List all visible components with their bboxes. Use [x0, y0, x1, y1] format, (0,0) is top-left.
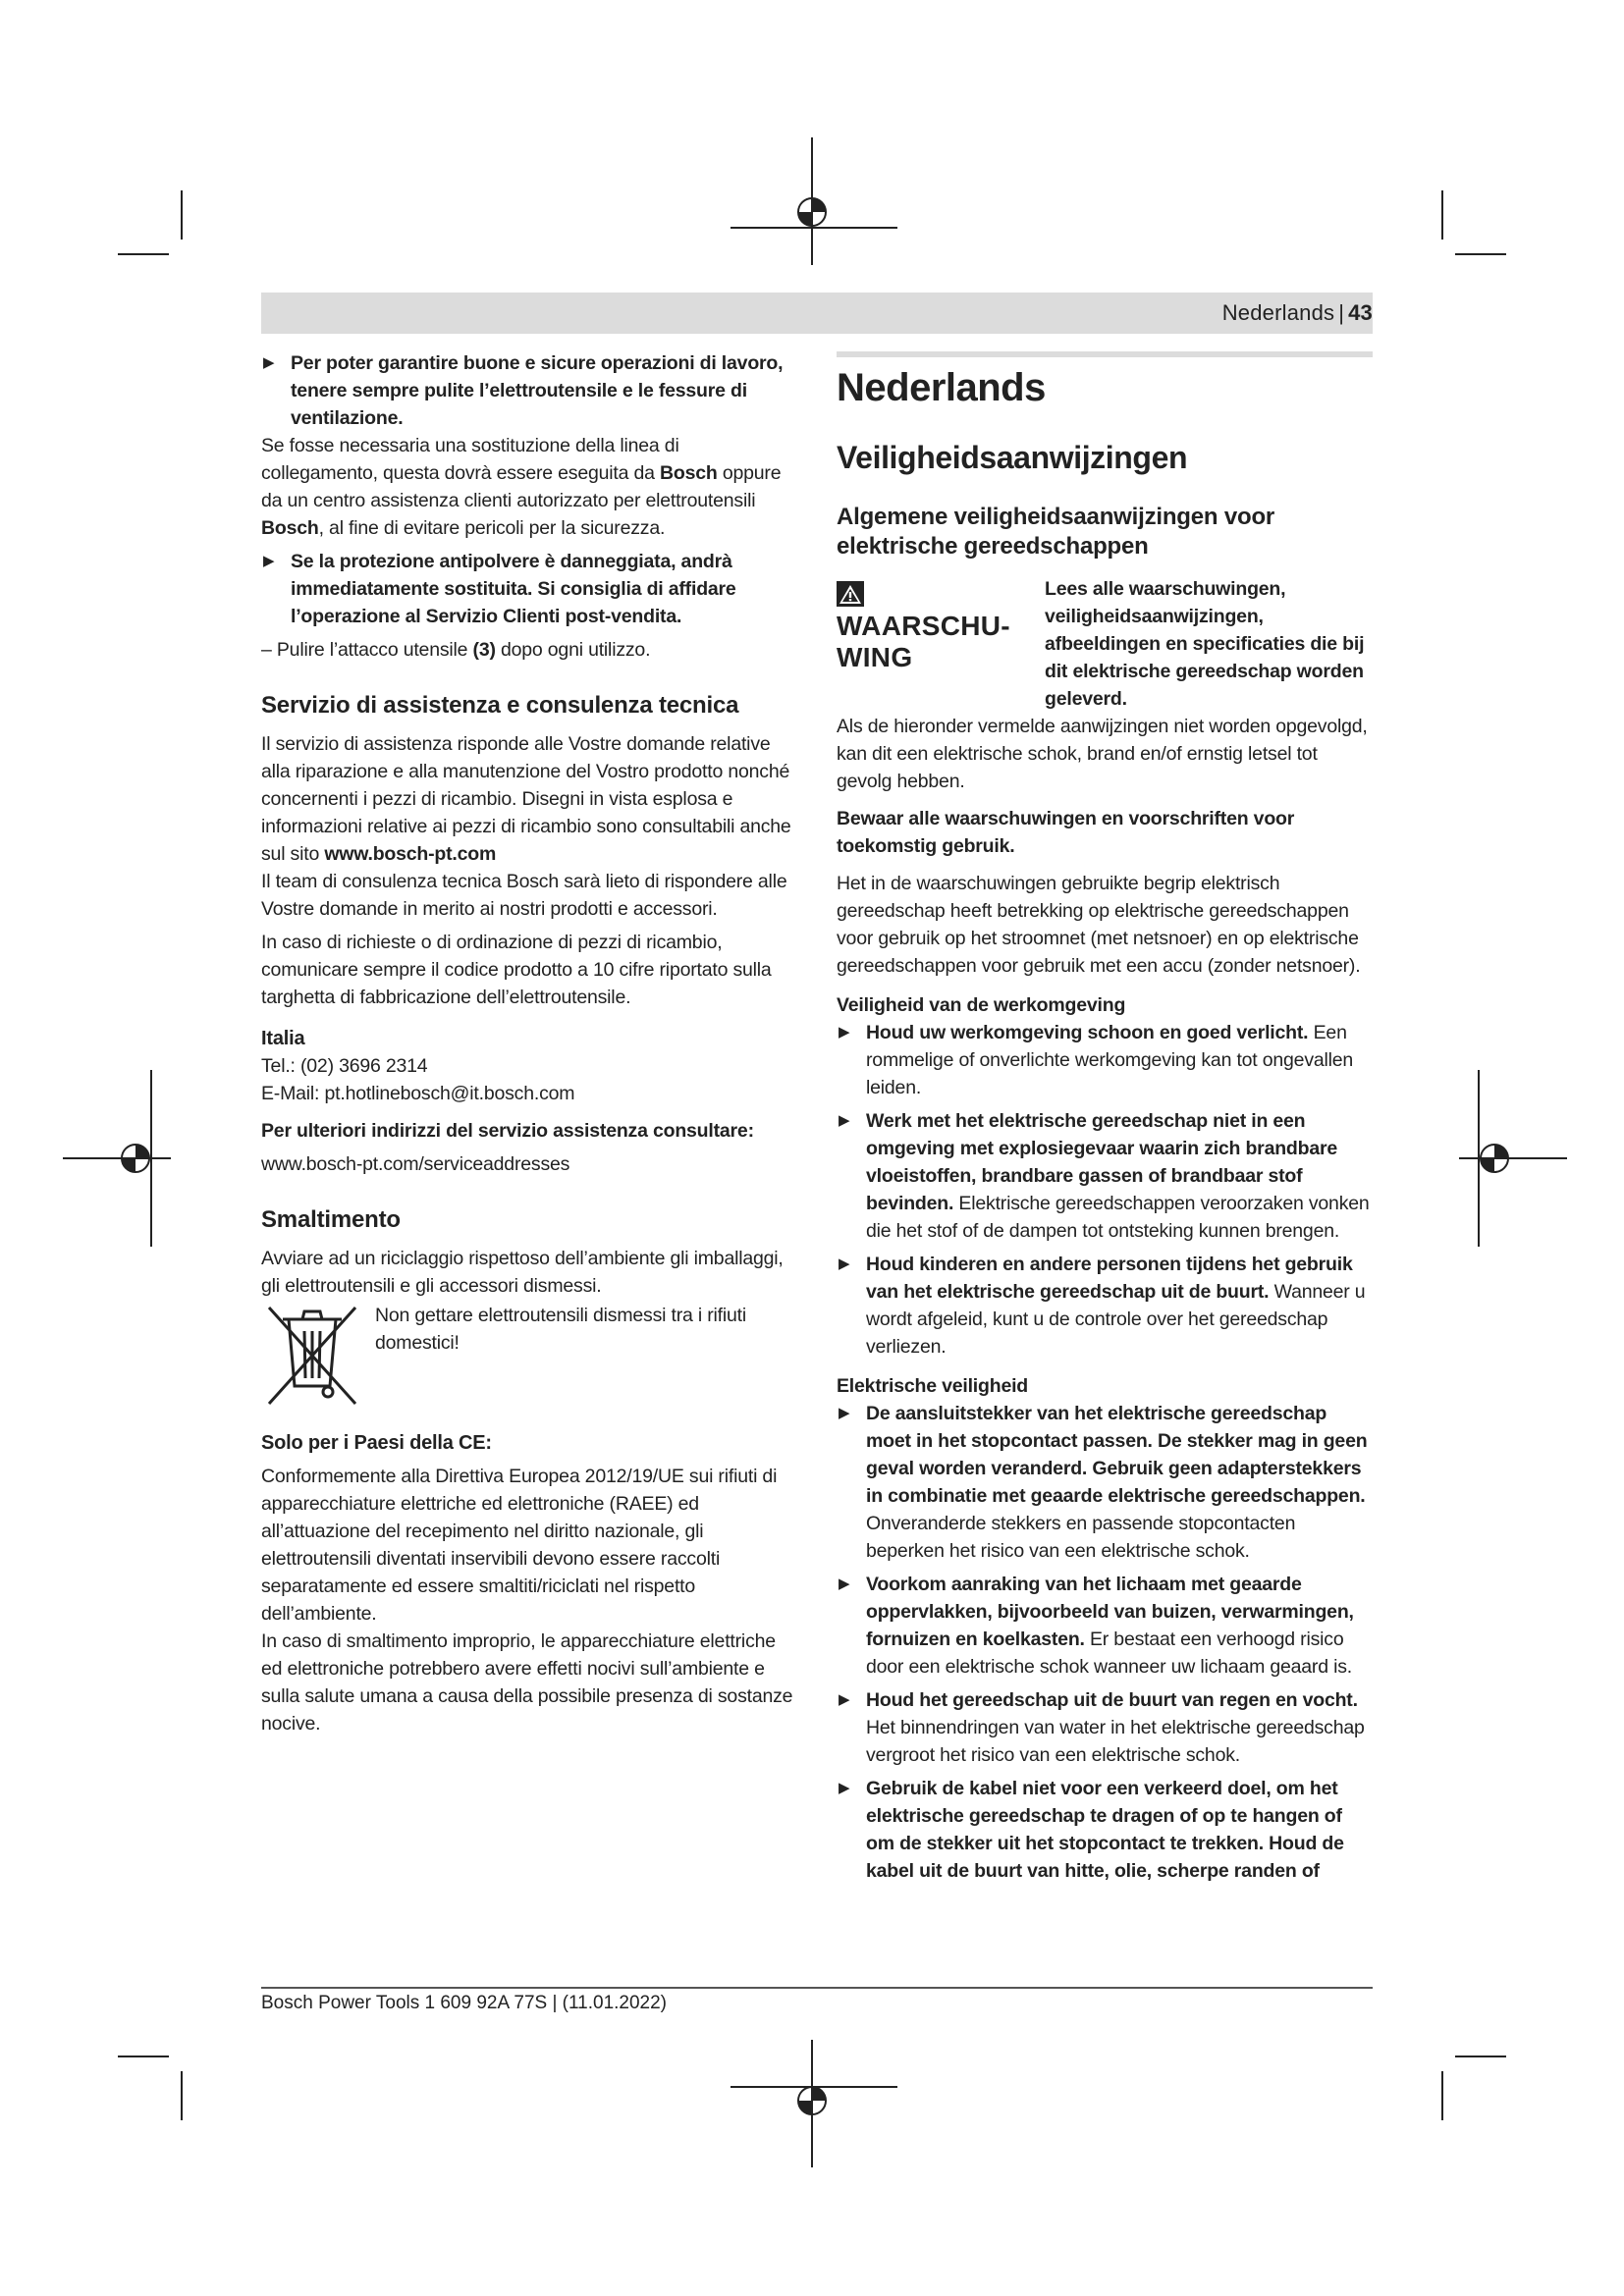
- bullet-item: [837, 1686, 1373, 1769]
- bullet-item: [837, 1251, 1373, 1361]
- header-language: Nederlands: [1221, 300, 1335, 325]
- keep-instructions: Bewaar alle waarschuwingen en voorschriften voor toekomstig gebruik.: [837, 808, 1295, 857]
- section-title: Smaltimento: [261, 1206, 401, 1233]
- item-ref: (3): [472, 639, 496, 661]
- email[interactable]: E-Mail: pt.hotlinebosch@it.bosch.com: [261, 1083, 575, 1104]
- header-separator: |: [1338, 300, 1345, 325]
- text: Als de hieronder vermelde aanwijzingen niet worden opgevolgd, kan dit een elektrische schok, brand en/of ernstig letsel tot gevolg hebben.: [837, 716, 1368, 792]
- country-title: Italia: [261, 1028, 305, 1049]
- text: Wanneer u wordt afgeleid, kunt u de controle over het gereedschap verliezen.: [866, 1281, 1366, 1358]
- text: Il servizio di assistenza risponde alle Vostre domande relative alla riparazione e alla manutenzione del Vostro prodotto nonché concernenti i pezzi di ricambio. Disegni in vista esplosa e informazioni relative ai pezzi di ricambio sono consultabili anche sul sito: [261, 733, 791, 865]
- crop-mark: [118, 253, 169, 255]
- addresses-link[interactable]: www.bosch-pt.com/serviceaddresses: [261, 1153, 570, 1175]
- left-column: [261, 349, 797, 1737]
- ce-title: Solo per i Paesi della CE:: [261, 1432, 492, 1454]
- section-rule: [837, 351, 1373, 357]
- crop-mark: [1441, 190, 1443, 240]
- bullet-item: [837, 1775, 1373, 1885]
- warning-triangle-icon: [837, 581, 864, 607]
- text: Er bestaat een verhoogd risico door een elektrische schok wanneer uw lichaam geaard is.: [866, 1629, 1352, 1678]
- dash-item: [261, 636, 797, 664]
- bullet-lead: Houd kinderen en andere personen tijdens het gebruik van het elektrische gereedschap uit de buurt.: [866, 1254, 1353, 1303]
- right-column: [837, 363, 1373, 1885]
- paragraph: Het in de waarschuwingen gebruikte begrip elektrisch gereedschap heeft betrekking op elektrische gereedschappen voor gebruik op het stroomnet (met netsnoer) en op elektrische gereedschappen voor gebruik met een accu (zonder netsnoer).: [837, 873, 1361, 977]
- text: , al fine di evitare pericoli per la sicurezza.: [318, 517, 666, 539]
- bullet-item: [837, 1400, 1373, 1565]
- website-link[interactable]: www.bosch-pt.com: [324, 843, 497, 865]
- bullet-lead: Se la protezione antipolvere è danneggiata, andrà immediatamente sostituita. Si consiglia di affidare l’operazione al Servizio Clienti post-vendita.: [291, 551, 736, 627]
- paragraph: [261, 730, 797, 868]
- subsection-title: Veiligheid van de werkomgeving: [837, 994, 1126, 1016]
- text: dopo ogni utilizzo.: [495, 639, 651, 661]
- header-band: [261, 293, 1373, 334]
- bullet-item: [837, 1107, 1373, 1245]
- bullet-item: [261, 349, 797, 432]
- section-title: Servizio di assistenza e consulenza tecnica: [261, 692, 739, 719]
- footer-rule: [261, 1987, 1373, 1989]
- bullet-lead: Houd uw werkomgeving schoon en goed verlicht.: [866, 1022, 1309, 1043]
- running-header: [1222, 300, 1373, 326]
- section-title: Algemene veiligheidsaanwijzingen voor elektrische gereedschappen: [837, 504, 1275, 560]
- bullet-lead: Gebruik de kabel niet voor een verkeerd doel, om het elektrische gereedschap te dragen of op te hangen of om de stekker uit het stopcontact te trekken. Houd de kabel uit de buurt van hitte, olie, scherpe randen of: [866, 1778, 1344, 1882]
- crop-mark: [1441, 2071, 1443, 2120]
- bullet-item: [837, 1019, 1373, 1101]
- registration-mark-icon: [731, 2040, 897, 2167]
- text: Het binnendringen van water in het elektrische gereedschap vergroot het risico van een elektrische schok.: [866, 1717, 1365, 1766]
- warning-word: WAARSCHU-WING: [837, 611, 1010, 672]
- warning-block: [837, 575, 1373, 795]
- warning-lead: Lees alle waarschuwingen, veiligheidsaanwijzingen, afbeeldingen en specificaties die bij dit elektrische gereedschap worden geleverd.: [1045, 578, 1365, 710]
- registration-mark-icon: [63, 1070, 171, 1247]
- addresses-title: Per ulteriori indirizzi del servizio assistenza consultare:: [261, 1120, 754, 1142]
- subsection-title: Elektrische veiligheid: [837, 1375, 1029, 1397]
- crop-mark: [181, 190, 183, 240]
- footer-imprint: Bosch Power Tools 1 609 92A 77S | (11.01.2022): [261, 1993, 668, 2013]
- phone: Tel.: (02) 3696 2314: [261, 1055, 428, 1077]
- weee-notice: [261, 1302, 797, 1410]
- paragraph: In caso di richieste o di ordinazione di pezzi di ricambio, comunicare sempre il codice prodotto a 10 cifre riportato sulla targhetta di fabbricazione dell’elettroutensile.: [261, 932, 772, 1008]
- language-title: Nederlands: [837, 366, 1046, 409]
- paragraph: Avviare ad un riciclaggio rispettoso dell’ambiente gli imballaggi, gli elettroutensili e gli accessori dismessi.: [261, 1248, 784, 1297]
- paragraph: [261, 432, 797, 542]
- registration-mark-icon: [1459, 1070, 1567, 1247]
- text: Onveranderde stekkers en passende stopcontacten beperken het risico van een elektrische schok.: [866, 1513, 1296, 1562]
- crop-mark: [1455, 253, 1506, 255]
- warning-label: [837, 579, 1033, 673]
- text: Elektrische gereedschappen veroorzaken vonken die het stof of de dampen tot ontsteking kunnen brengen.: [866, 1193, 1370, 1242]
- text: – Pulire l’attacco utensile: [261, 639, 473, 661]
- page-number: 43: [1348, 300, 1373, 325]
- paragraph: In caso di smaltimento improprio, le apparecchiature elettriche ed elettroniche potrebbero avere effetti nocivi sull’ambiente e sulla salute umana a causa della possibile presenza di sostanze nocive.: [261, 1630, 793, 1735]
- bullet-item: [261, 548, 797, 630]
- paragraph: Conformemente alla Direttiva Europea 2012/19/UE sui rifiuti di apparecchiature elettriche ed elettroniche (RAEE) ed all’attuazione del recepimento nel diritto nazionale, gli elettroutensili diventati inservibili devono essere raccolti separatamente ed essere smaltiti/riciclati nel rispetto dell’ambiente.: [261, 1466, 778, 1625]
- weee-text: Non gettare elettroutensili dismessi tra i rifiuti domestici!: [375, 1305, 746, 1354]
- brand-name: Bosch: [261, 517, 319, 539]
- crop-mark: [1455, 2056, 1506, 2057]
- bullet-item: [837, 1571, 1373, 1681]
- bullet-lead: De aansluitstekker van het elektrische gereedschap moet in het stopcontact passen. De stekker mag in geen geval worden veranderd. Gebruik geen adapterstekkers in combinatie met geaarde elektrische gereedschappen.: [866, 1403, 1368, 1507]
- crossed-bin-icon: [261, 1302, 363, 1410]
- bullet-lead: Voorkom aanraking van het lichaam met geaarde oppervlakken, bijvoorbeeld van buizen, verwarmingen, fornuizen en koelkasten.: [866, 1574, 1354, 1650]
- crop-mark: [181, 2071, 183, 2120]
- crop-mark: [118, 2056, 169, 2057]
- registration-mark-icon: [731, 137, 897, 265]
- text: Een rommelige of onverlichte werkomgeving kan tot ongevallen leiden.: [866, 1022, 1354, 1098]
- chapter-title: Veiligheidsaanwijzingen: [837, 440, 1188, 475]
- bullet-lead: Per poter garantire buone e sicure operazioni di lavoro, tenere sempre pulite l’elettroutensile e le fessure di ventilazione.: [291, 352, 784, 429]
- text: Se fosse necessaria una sostituzione della linea di collegamento, questa dovrà essere eseguita da: [261, 435, 679, 484]
- bullet-lead: Werk met het elektrische gereedschap niet in een omgeving met explosiegevaar waarin zich brandbare vloeistoffen, brandbare gassen of brandbaar stof bevinden.: [866, 1110, 1338, 1214]
- bullet-lead: Houd het gereedschap uit de buurt van regen en vocht.: [866, 1689, 1358, 1711]
- paragraph: Il team di consulenza tecnica Bosch sarà lieto di rispondere alle Vostre domande in merito ai nostri prodotti e accessori.: [261, 871, 787, 920]
- text: oppure da un centro assistenza clienti autorizzato per elettroutensili: [261, 462, 782, 511]
- brand-name: Bosch: [660, 462, 718, 484]
